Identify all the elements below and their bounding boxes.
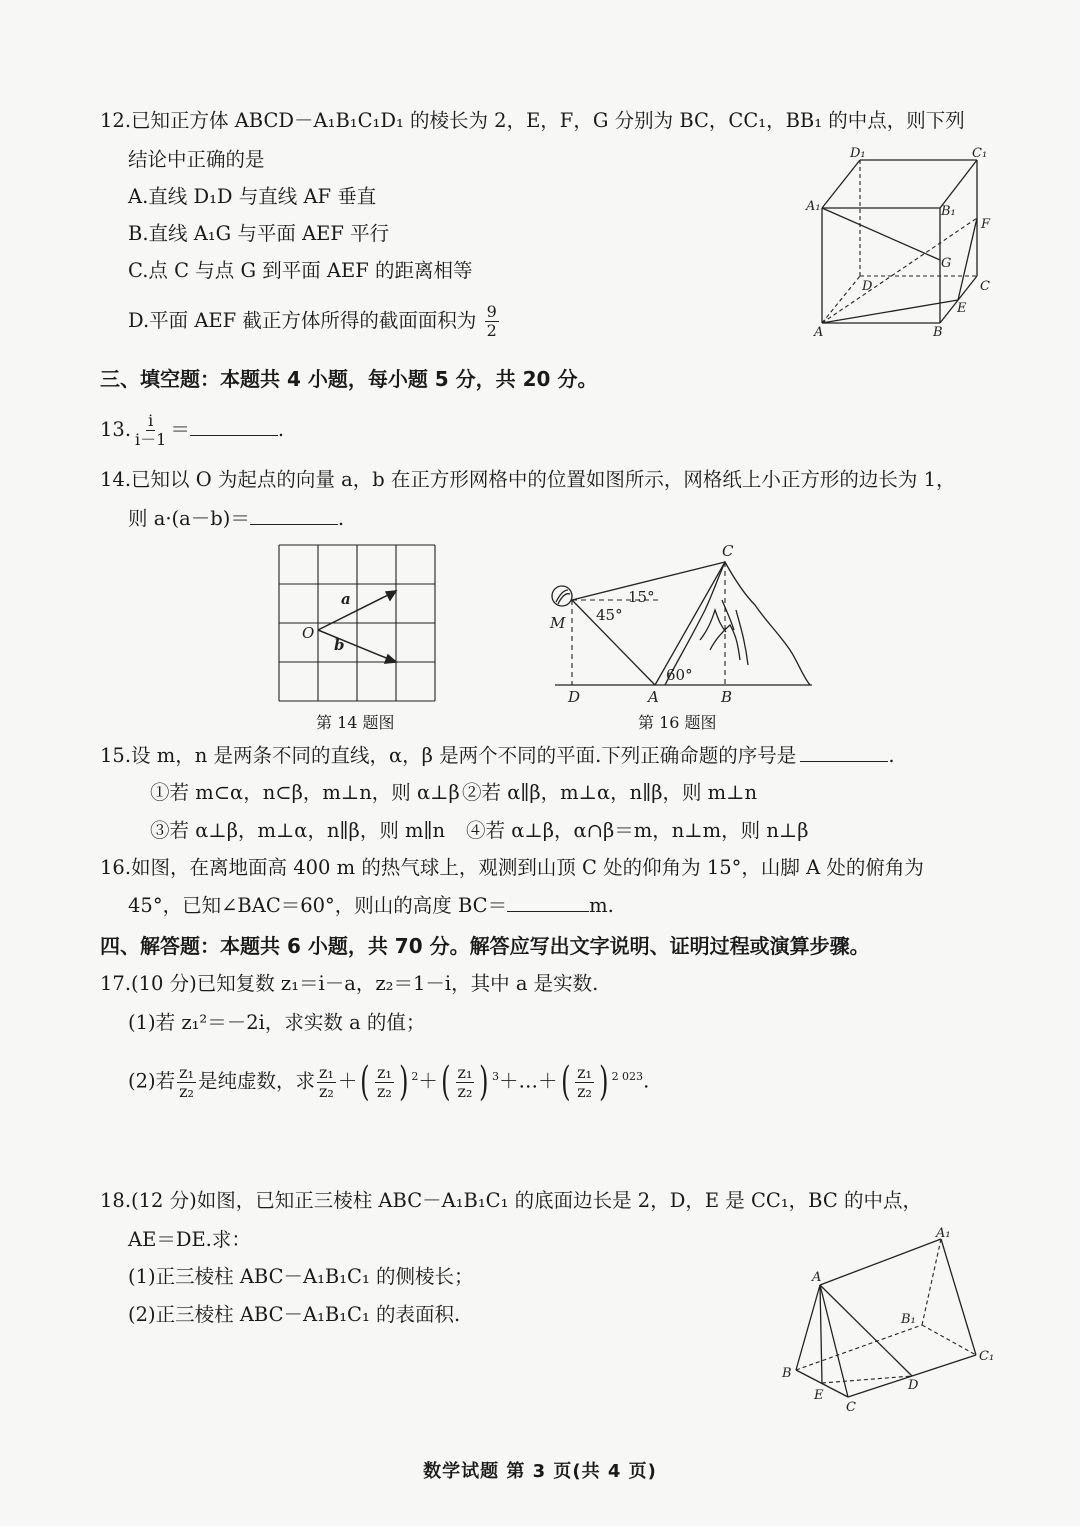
label-e: E (957, 301, 967, 316)
point-a-label: A (648, 688, 659, 705)
label-a1: A₁ (806, 199, 821, 214)
q15-option-3: ③若 α⊥β，m⊥α，n∥β，则 m∥n (150, 819, 446, 842)
point-c-label: C (722, 542, 734, 560)
page-footer: 数学试题 第 3 页(共 4 页) (423, 1461, 657, 1482)
fraction-numerator: z₁ (577, 1062, 592, 1082)
q16-stem-text: 45°，已知∠BAC＝60°，则山的高度 BC＝ (128, 894, 508, 917)
fraction-denominator: z₂ (457, 1081, 473, 1101)
left-paren: ( (441, 1059, 451, 1105)
label-b: B (933, 325, 943, 340)
q13-answer-blank (190, 417, 278, 436)
q12-fraction (485, 303, 499, 340)
exponent-2: 2 (411, 1070, 419, 1083)
q12-stem-line1: 12.已知正方体 ABCD－A₁B₁C₁D₁ 的棱长为 2，E，F，G 分别为 BC，CC₁，BB₁ 的中点，则下列 (100, 109, 965, 132)
q14-stem-line1: 14.已知以 O 为起点的向量 a，b 在正方形网格中的位置如图所示，网格纸上小正方形的边长为 1， (100, 468, 956, 491)
exponent-2023: 2 023 (611, 1070, 644, 1083)
vector-b-label: b (334, 636, 345, 654)
q15-stem-text: 15.设 m，n 是两条不同的直线，α，β 是两个不同的平面.下列正确命题的序号是 (100, 744, 797, 767)
q15-answer-blank (800, 743, 888, 762)
q16-unit: m. (589, 894, 614, 917)
fraction-denominator: z₂ (577, 1081, 592, 1101)
q12-option-a: A.直线 D₁D 与直线 AF 垂直 (128, 185, 377, 208)
label-b1: B₁ (901, 1312, 916, 1327)
fraction-numerator: z₁ (318, 1062, 334, 1082)
q18-stem-line2: AE＝DE.求： (128, 1228, 251, 1251)
fraction-denominator: i－1 (135, 430, 167, 449)
point-b-label: B (721, 688, 733, 705)
q17-part1: (1)若 z₁²＝－2i，求实数 a 的值； (128, 1011, 426, 1034)
fraction-numerator: z₁ (376, 1062, 392, 1082)
q17-ratio-2 (317, 1064, 336, 1101)
q16-stem-line2 (128, 893, 614, 919)
plus-sign: ＋ (337, 1069, 358, 1093)
label-b1: B₁ (941, 204, 956, 219)
label-f: F (981, 217, 991, 232)
q15-option-2: ②若 α∥β，m⊥α，n∥β，则 m⊥n (462, 781, 758, 804)
fraction-denominator: 2 (486, 321, 497, 340)
prism-figure (776, 1225, 1006, 1415)
q17-part2-mid: 是纯虚数，求 (197, 1069, 315, 1093)
fraction-numerator: i (148, 411, 154, 430)
q15-stem (100, 743, 895, 769)
fraction-numerator: 9 (486, 302, 497, 321)
grid-figure (278, 544, 438, 704)
label-a1: A₁ (936, 1226, 951, 1241)
q16-figure-caption: 第 16 题图 (638, 713, 717, 732)
fraction-denominator: z₂ (179, 1081, 194, 1101)
q16-stem-line1: 16.如图，在离地面高 400 m 的热气球上，观测到山顶 C 处的仰角为 15°，山脚 A 处的俯角为 (100, 856, 924, 879)
origin-label: O (302, 624, 315, 642)
balloon-mountain-figure (540, 540, 820, 705)
q12-stem-line2: 结论中正确的是 (128, 148, 265, 171)
q13-number: 13. (100, 418, 132, 441)
angle-15-label: 15° (628, 588, 655, 606)
q17-stem: 17.(10 分)已知复数 z₁＝i－a，z₂＝1－i，其中 a 是实数. (100, 972, 599, 995)
angle-45-label: 45° (596, 606, 623, 624)
left-paren: ( (360, 1059, 370, 1105)
angle-60-label: 60° (666, 666, 693, 684)
q14-stem-text: 则 a·(a－b)＝ (128, 507, 250, 530)
label-c: C (846, 1400, 856, 1415)
q12-option-b: B.直线 A₁G 与平面 AEF 平行 (128, 222, 390, 245)
right-paren: ) (479, 1059, 489, 1105)
label-c: C (980, 279, 990, 294)
fraction-numerator: z₁ (179, 1062, 194, 1082)
label-c1: C₁ (979, 1349, 995, 1364)
label-d: D (908, 1378, 919, 1393)
label-d: D (862, 279, 873, 294)
q17-ratio-4 (456, 1064, 475, 1101)
label-b: B (782, 1366, 792, 1381)
label-a: A (814, 325, 824, 340)
vector-a-label: a (341, 590, 351, 608)
q15-period: . (888, 744, 895, 767)
q13-fraction (133, 412, 168, 449)
fraction-denominator: z₂ (376, 1081, 392, 1101)
q12-option-d (128, 303, 501, 340)
right-paren: ) (599, 1059, 609, 1105)
q15-option-1: ①若 m⊂α，n⊂β，m⊥n，则 α⊥β (150, 781, 460, 804)
left-paren: ( (560, 1059, 570, 1105)
q18-part2: (2)正三棱柱 ABC－A₁B₁C₁ 的表面积. (128, 1303, 461, 1326)
q13-equals: ＝ (170, 418, 190, 441)
section-4-heading: 四、解答题：本题共 6 小题，共 70 分。解答应写出文字说明、证明过程或演算步骤。 (100, 934, 870, 958)
q16-answer-blank (507, 893, 589, 912)
fraction-numerator: z₁ (457, 1062, 473, 1082)
label-e: E (814, 1388, 824, 1403)
q17-ratio-1 (177, 1064, 196, 1101)
q17-ratio-5 (575, 1064, 594, 1101)
fraction-denominator: z₂ (318, 1081, 334, 1101)
q14-answer-blank (250, 506, 338, 525)
q15-option-4: ④若 α⊥β，α∩β＝m，n⊥m，则 n⊥β (466, 819, 809, 842)
q18-part1: (1)正三棱柱 ABC－A₁B₁C₁ 的侧棱长； (128, 1265, 474, 1288)
q13 (100, 412, 284, 449)
q17-period: . (643, 1069, 650, 1093)
q18-stem-line1: 18.(12 分)如图，已知正三棱柱 ABC－A₁B₁C₁ 的底面边长是 2，D，E 是 CC₁，BC 的中点， (100, 1189, 922, 1212)
q13-period: . (277, 418, 285, 441)
q17-ratio-3 (375, 1064, 394, 1101)
section-3-heading: 三、填空题：本题共 4 小题，每小题 5 分，共 20 分。 (100, 367, 598, 391)
q14-stem-line2 (128, 506, 344, 532)
label-c1: C₁ (972, 146, 988, 161)
exponent-3: 3 (491, 1070, 499, 1083)
label-g: G (941, 256, 952, 271)
q12-option-d-text: D.平面 AEF 截正方体所得的截面面积为 (128, 309, 477, 332)
right-paren: ) (398, 1059, 409, 1105)
q17-part2-prefix: (2)若 (128, 1069, 176, 1093)
plus-sign: ＋ (418, 1069, 438, 1093)
label-a: A (812, 1270, 822, 1285)
q14-figure-caption: 第 14 题图 (316, 713, 395, 732)
q14-period: . (337, 507, 345, 530)
q12-option-c: C.点 C 与点 G 到平面 AEF 的距离相等 (128, 259, 473, 282)
ellipsis-plus: ＋…＋ (498, 1069, 558, 1093)
label-d1: D₁ (850, 146, 866, 161)
cube-figure (800, 140, 1000, 340)
point-m-label: M (550, 614, 566, 632)
q17-part2 (128, 1052, 650, 1105)
point-d-label: D (568, 688, 581, 705)
